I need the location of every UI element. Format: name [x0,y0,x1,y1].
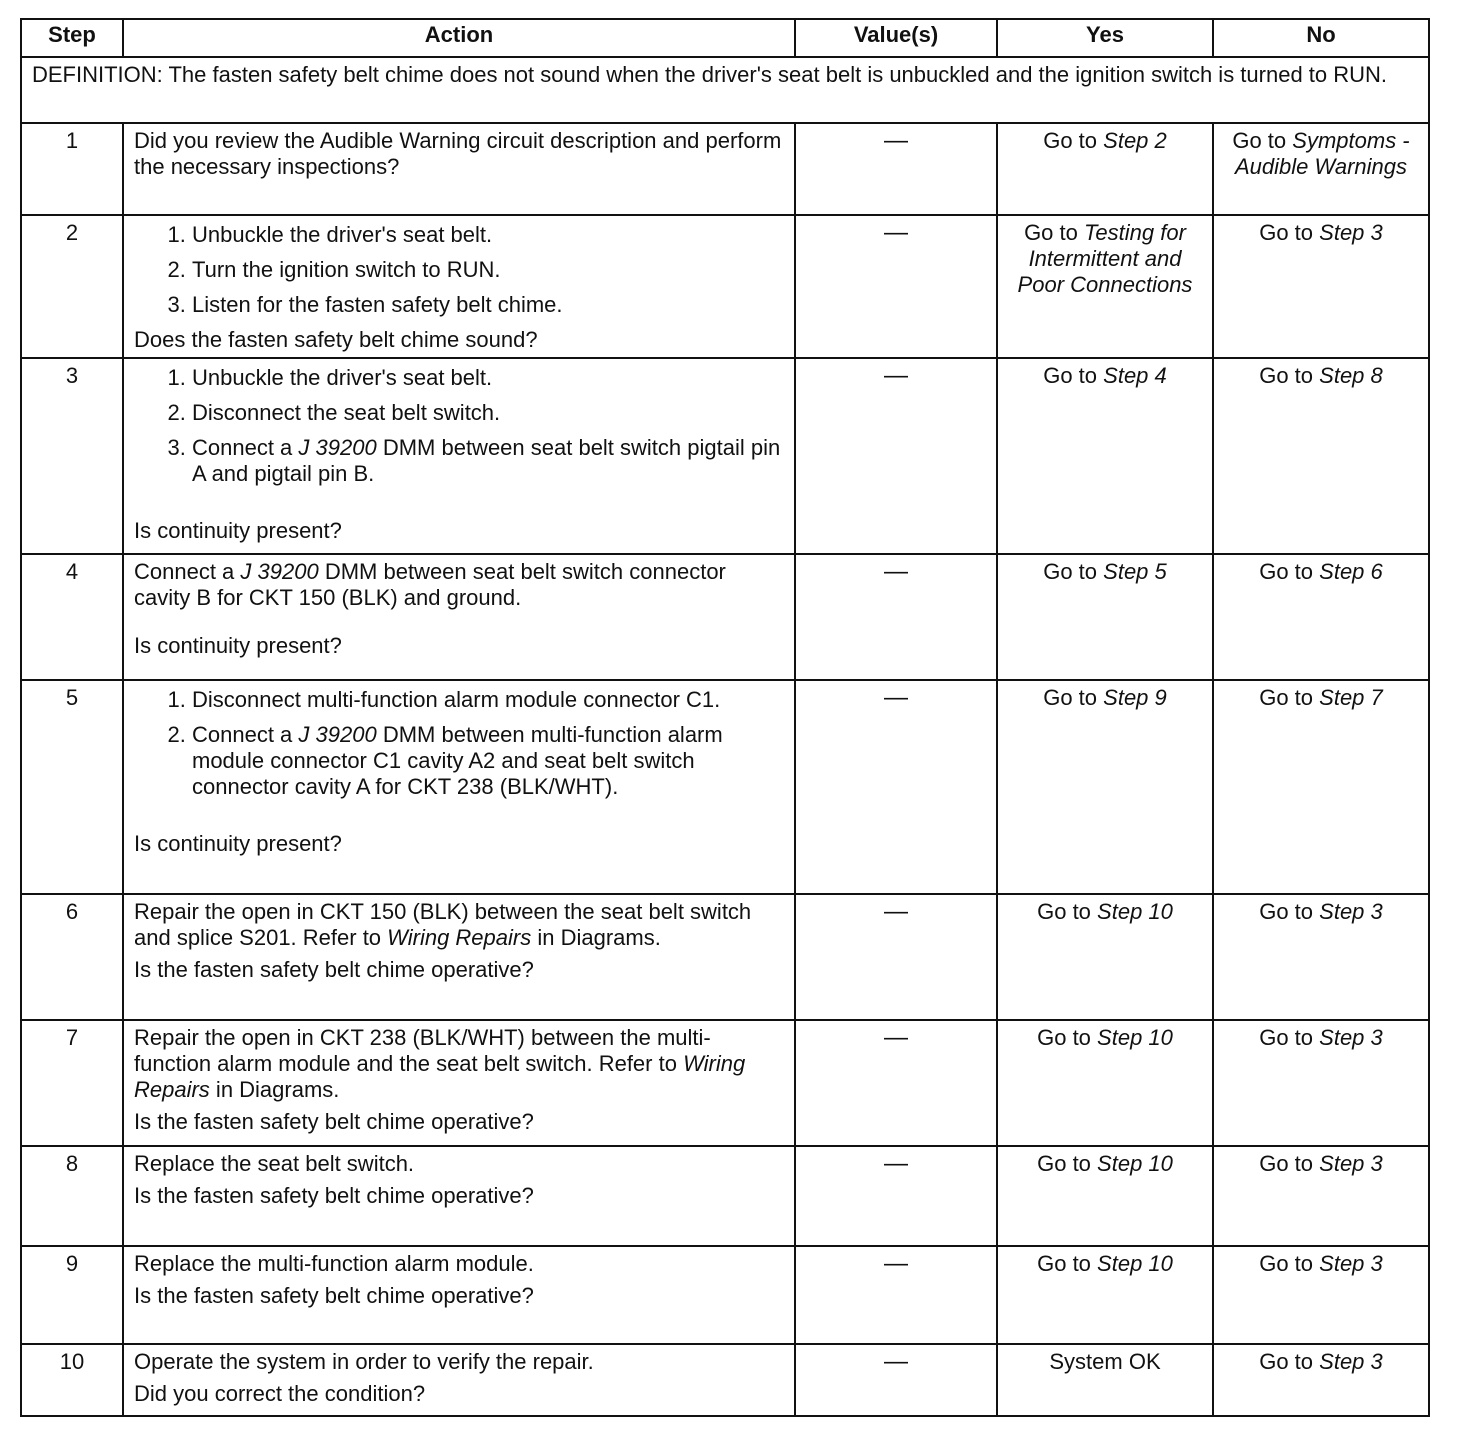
goto-text: Go to [1037,1251,1091,1276]
yes-cell [997,554,1213,680]
action-cell [123,1344,795,1416]
action-cell [123,1246,795,1344]
yes-cell [997,1246,1213,1344]
no-target: Step 3 [1319,1349,1383,1374]
action-cell [123,215,795,358]
step-number: 1 [21,123,123,215]
question-text: Is continuity present? [134,518,342,543]
no-target: Step 3 [1319,1025,1383,1050]
yes-target: Step 2 [1103,128,1167,153]
no-target: Step 3 [1319,220,1383,245]
action-cell [123,358,795,554]
question-text: Does the fasten safety belt chime sound? [134,327,538,352]
goto-text: Go to [1259,1151,1314,1176]
action-steps [134,222,784,318]
action-step: 1. Unbuckle the driver's seat belt. [192,222,784,248]
step-number: 9 [21,1246,123,1344]
text-part: in Diagrams. [209,1077,340,1102]
text-part: Repair the open in CKT 150 (BLK) between the seat belt switch and splice S201. Refer to [134,899,752,950]
step-number: 3 [21,358,123,554]
no-cell [1213,123,1429,215]
text-part: DMM between multi-function alarm module connector C1 cavity A2 and seat belt switch connector cavity A for CKT 238 (BLK/WHT). [192,722,723,799]
action-step: 1. Unbuckle the driver's seat belt. [192,365,784,391]
yes-target: Step 9 [1103,685,1167,710]
yes-target: Step 10 [1097,1151,1173,1176]
yes-target: Testing for Intermittent and Poor Connections [1017,220,1193,297]
reference-link: Wiring Repairs [134,1051,746,1102]
action-step: 1. Disconnect multi-function alarm module connector C1. [192,687,784,713]
action-step: 2. Turn the ignition switch to RUN. [192,257,784,283]
question-text: Is the fasten safety belt chime operative? [134,957,534,982]
no-cell [1213,554,1429,680]
goto-text: Go to [1259,363,1314,388]
tool-name: J 39200 [298,435,377,460]
goto-text: Go to [1232,128,1287,153]
action-steps [134,687,784,800]
question-text: Is continuity present? [134,831,342,856]
no-target: Symptoms - Audible Warnings [1234,128,1410,179]
no-cell [1213,1246,1429,1344]
action-step: 2. Disconnect the seat belt switch. [192,400,784,426]
no-cell [1213,358,1429,554]
no-target: Step 3 [1319,899,1383,924]
table-row [21,1344,1429,1416]
reference-link: Wiring Repairs [387,925,532,950]
yes-cell [997,215,1213,358]
header-no: No [1213,19,1429,57]
no-cell [1213,1146,1429,1246]
yes-target: Step 10 [1097,899,1173,924]
action-text [134,559,784,611]
yes-target: Step 4 [1103,363,1167,388]
step-number: 5 [21,680,123,894]
value-cell: — [795,680,997,894]
table-row [21,894,1429,1020]
step-number: 7 [21,1020,123,1146]
header-step: Step [21,19,123,57]
text-part: in Diagrams. [531,925,661,950]
no-cell [1213,680,1429,894]
value-cell: — [795,358,997,554]
no-cell [1213,1020,1429,1146]
action-cell [123,894,795,1020]
question-text: Is continuity present? [134,633,342,658]
value-cell: — [795,123,997,215]
action-step [192,722,784,800]
yes-cell [997,680,1213,894]
action-text: Operate the system in order to verify the repair. [134,1349,594,1374]
question-text: Is the fasten safety belt chime operative? [134,1283,534,1308]
goto-text: Go to [1259,1251,1314,1276]
goto-text: Go to [1037,1025,1091,1050]
table-row [21,123,1429,215]
yes-cell [997,1020,1213,1146]
action-cell [123,123,795,215]
action-step [192,435,784,487]
value-cell: — [795,1020,997,1146]
value-cell: — [795,1146,997,1246]
no-cell [1213,1344,1429,1416]
yes-cell [997,1146,1213,1246]
yes-cell [997,894,1213,1020]
yes-cell [997,1344,1213,1416]
action-cell [123,1146,795,1246]
yes-cell [997,358,1213,554]
action-step: 3. Listen for the fasten safety belt chime. [192,292,784,318]
action-cell [123,680,795,894]
table-row [21,1246,1429,1344]
value-cell: — [795,1344,997,1416]
goto-text: Go to [1259,1025,1314,1050]
text-part: Connect a [192,435,299,460]
question-text: Is the fasten safety belt chime operative? [134,1183,534,1208]
value-cell: — [795,894,997,1020]
action-text: Replace the multi-function alarm module. [134,1251,534,1276]
goto-text: Go to [1024,220,1078,245]
goto-text: Go to [1259,559,1314,584]
step-number: 4 [21,554,123,680]
yes-target: Step 5 [1103,559,1167,584]
definition-text: DEFINITION: The fasten safety belt chime does not sound when the driver's seat belt is unbuckled and the ignition switch is turned to RUN. [21,57,1429,123]
question-text: Is the fasten safety belt chime operative? [134,1109,534,1134]
step-number: 6 [21,894,123,1020]
action-steps [134,365,784,487]
value-cell: — [795,215,997,358]
no-cell [1213,215,1429,358]
goto-text: Go to [1043,363,1098,388]
result-text: System OK [1049,1349,1161,1374]
step-number: 8 [21,1146,123,1246]
goto-text: Go to [1259,685,1314,710]
header-yes: Yes [997,19,1213,57]
goto-text: Go to [1037,1151,1091,1176]
no-target: Step 6 [1319,559,1383,584]
table-row [21,215,1429,358]
action-cell [123,554,795,680]
diagnostic-table [20,18,1430,1417]
no-target: Step 7 [1319,685,1383,710]
yes-cell [997,123,1213,215]
header-row [21,19,1429,57]
step-number: 2 [21,215,123,358]
tool-name: J 39200 [298,722,377,747]
table-row [21,680,1429,894]
header-values: Value(s) [795,19,997,57]
text-part: Repair the open in CKT 238 (BLK/WHT) between the multi-function alarm module and the seat belt switch. Refer to [134,1025,711,1076]
no-target: Step 8 [1319,363,1383,388]
table-row [21,1020,1429,1146]
header-action: Action [123,19,795,57]
question-text: Did you correct the condition? [134,1381,426,1406]
goto-text: Go to [1259,220,1314,245]
goto-text: Go to [1043,559,1098,584]
text-part: DMM between seat belt switch connector cavity B for CKT 150 (BLK) and ground. [134,559,726,610]
table-row [21,554,1429,680]
text-part: Connect a [134,559,241,584]
value-cell: — [795,1246,997,1344]
step-number: 10 [21,1344,123,1416]
yes-target: Step 10 [1097,1251,1173,1276]
goto-text: Go to [1043,128,1098,153]
action-text: Did you review the Audible Warning circuit description and perform the necessary inspections? [134,128,782,179]
action-cell [123,1020,795,1146]
text-part: DMM between seat belt switch pigtail pin A and pigtail pin B. [192,435,781,486]
no-target: Step 3 [1319,1251,1383,1276]
goto-text: Go to [1259,1349,1314,1374]
text-part: Connect a [192,722,299,747]
yes-target: Step 10 [1097,1025,1173,1050]
definition-row [21,57,1429,123]
no-target: Step 3 [1319,1151,1383,1176]
goto-text: Go to [1037,899,1091,924]
table-row [21,1146,1429,1246]
action-text: Replace the seat belt switch. [134,1151,415,1176]
tool-name: J 39200 [240,559,319,584]
no-cell [1213,894,1429,1020]
action-text [134,899,784,951]
value-cell: — [795,554,997,680]
action-text [134,1025,784,1103]
goto-text: Go to [1043,685,1098,710]
table-row [21,358,1429,554]
goto-text: Go to [1259,899,1314,924]
